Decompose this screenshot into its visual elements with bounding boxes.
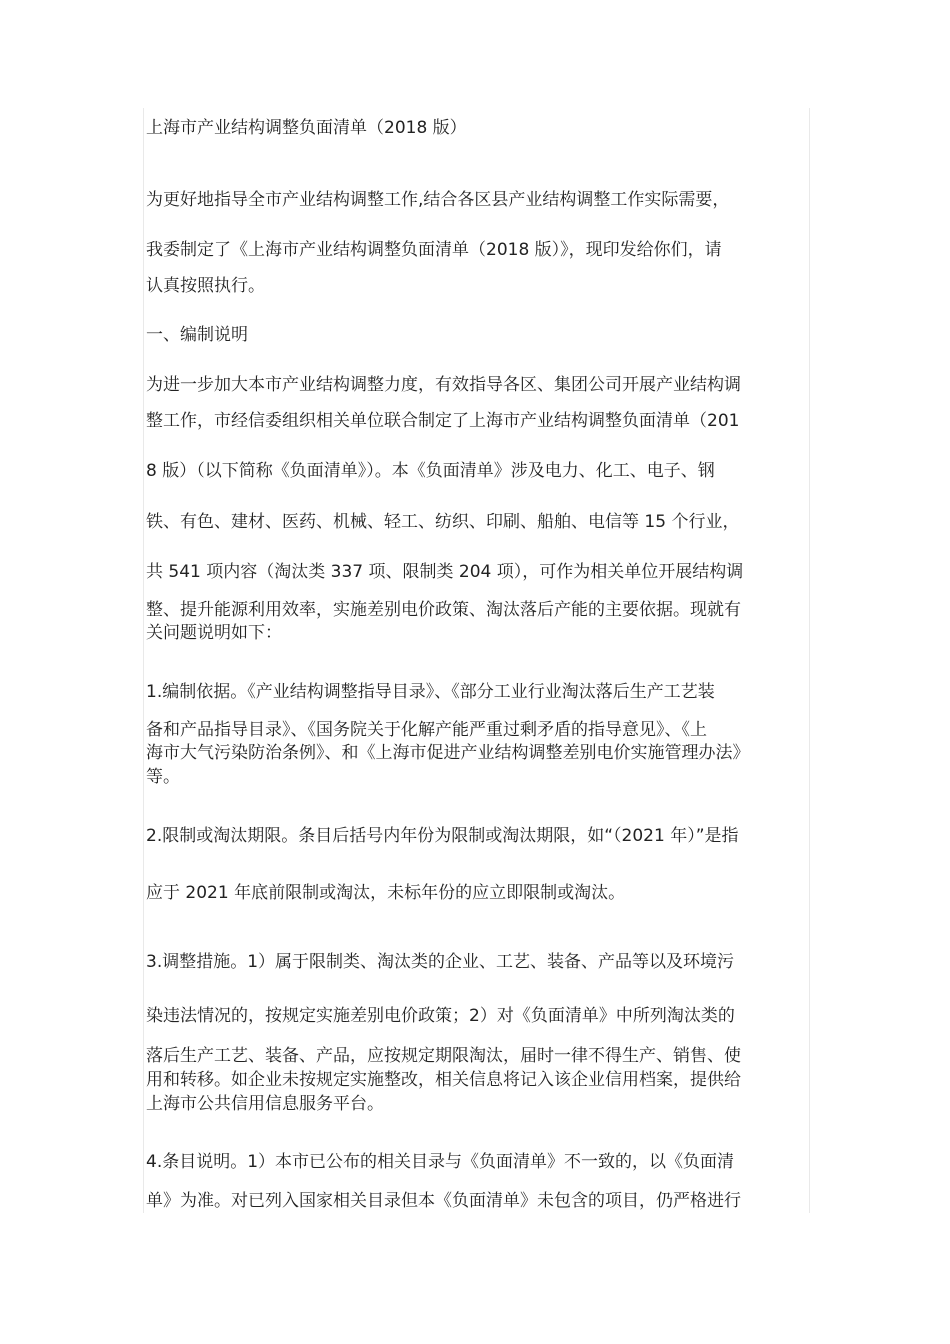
section-heading: 一、编制说明: [146, 325, 248, 345]
body-line-3: 认真按照执行。: [146, 276, 265, 296]
body-line-9: 共 541 项内容（淘汰类 337 项、限制类 204 项），可作为相关单位开展结构调: [146, 562, 744, 582]
item-2-line-2: 应于 2021 年底前限制或淘汰，未标年份的应立即限制或淘汰。: [146, 883, 626, 903]
item-3-line-5: 上海市公共信用信息服务平台。: [146, 1094, 384, 1114]
body-line-11: 关问题说明如下：: [146, 623, 282, 643]
document-title: 上海市产业结构调整负面清单（2018 版）: [146, 118, 467, 138]
item-3-line-3: 落后生产工艺、装备、产品，应按规定期限淘汰，届时一律不得生产、销售、使: [146, 1046, 741, 1066]
body-line-1: 为更好地指导全市产业结构调整工作,结合各区县产业结构调整工作实际需要，: [146, 190, 730, 210]
item-3-line-2: 染违法情况的，按规定实施差别电价政策；2）对《负面清单》中所列淘汰类的: [146, 1006, 735, 1026]
item-1-line-3: 海市大气污染防治条例》、和《上海市促进产业结构调整差别电价实施管理办法》: [146, 743, 750, 763]
item-3-line-4: 用和转移。如企业未按规定实施整改，相关信息将记入该企业信用档案，提供给: [146, 1070, 741, 1090]
body-line-8: 铁、有色、建材、医药、机械、轻工、纺织、印刷、船舶、电信等 15 个行业，: [146, 512, 740, 532]
body-line-2: 我委制定了《上海市产业结构调整负面清单（2018 版）》，现印发给你们，请: [146, 240, 722, 260]
item-4-line-2: 单》为准。对已列入国家相关目录但本《负面清单》未包含的项目，仍严格进行: [146, 1191, 741, 1211]
item-2-line-1: 2.限制或淘汰期限。条目后括号内年份为限制或淘汰期限，如“（2021 年）”是指: [146, 826, 739, 846]
item-1-line-4: 等。: [146, 767, 180, 787]
item-4-line-1: 4.条目说明。1）本市已公布的相关目录与《负面清单》不一致的，以《负面清: [146, 1152, 735, 1172]
body-line-5: 为进一步加大本市产业结构调整力度，有效指导各区、集团公司开展产业结构调: [146, 375, 741, 395]
item-3-line-1: 3.调整措施。1）属于限制类、淘汰类的企业、工艺、装备、产品等以及环境污: [146, 952, 735, 972]
item-1-line-2: 备和产品指导目录》、《国务院关于化解产能严重过剩矛盾的指导意见》、《上: [146, 720, 707, 740]
body-line-10: 整、提升能源利用效率，实施差别电价政策、淘汰落后产能的主要依据。现就有: [146, 600, 741, 620]
item-1-line-1: 1.编制依据。《产业结构调整指导目录》、《部分工业行业淘汰落后生产工艺装: [146, 682, 715, 702]
body-line-6: 整工作，市经信委组织相关单位联合制定了上海市产业结构调整负面清单（201: [146, 411, 740, 431]
body-line-7: 8 版）（以下简称《负面清单》）。本《负面清单》涉及电力、化工、电子、钢: [146, 461, 715, 481]
